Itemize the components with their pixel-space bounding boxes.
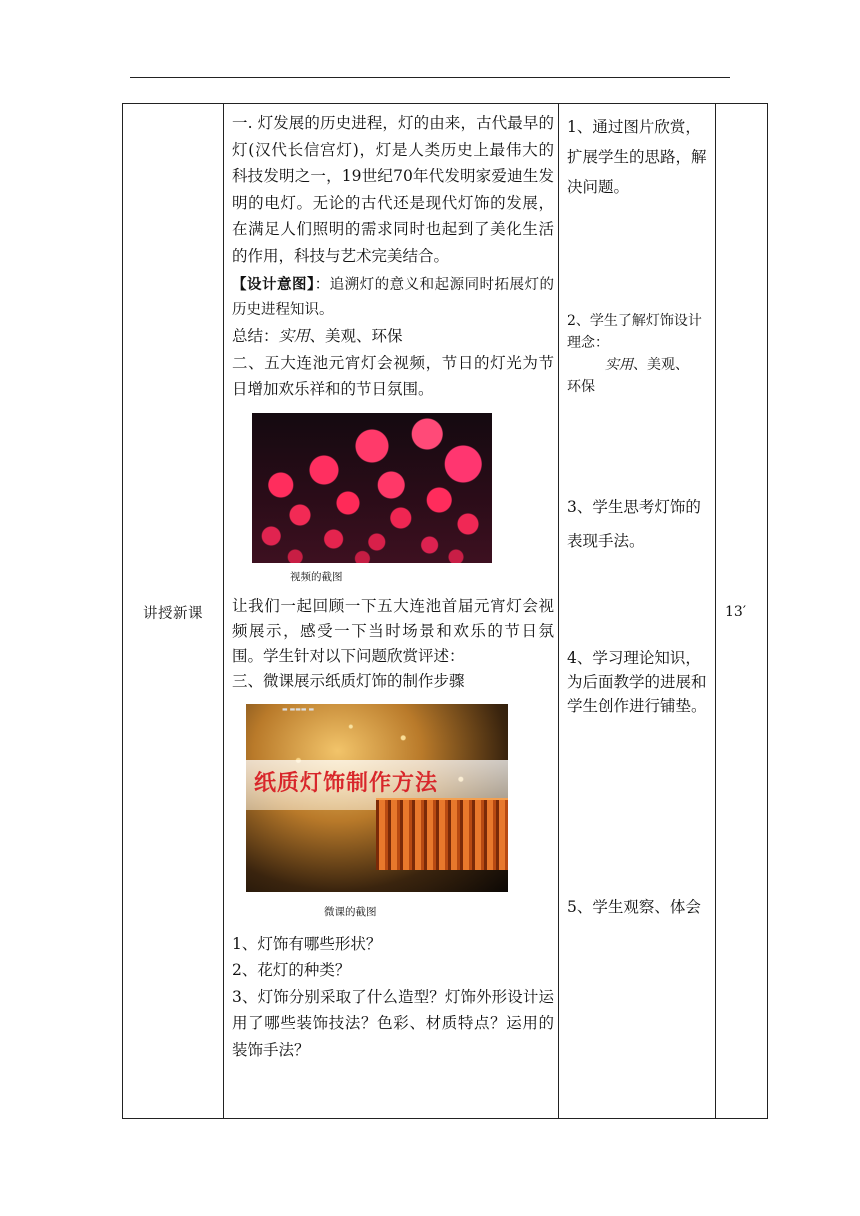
review-paragraph: 让我们一起回顾一下五大连池首届元宵灯会视频展示，感受一下当时场景和欢乐的节日氛围。学生针对以下问题欣赏评述： — [232, 596, 554, 665]
summary-prefix: 总结： — [232, 327, 279, 345]
activity-5: 5、学生观察、体会 — [567, 898, 701, 916]
activity-2-practical: 实用 — [605, 357, 633, 373]
festival-paragraph: 二、五大连池元宵灯会视频，节日的灯光为节日增加欢乐祥和的节日氛围。 — [232, 353, 554, 398]
question-1: 1、灯饰有哪些形状？ — [232, 934, 382, 953]
activity-2 — [567, 310, 712, 398]
activity-2-line: 2、学生了解灯饰设计理念： — [567, 313, 702, 351]
header-rule — [130, 77, 730, 78]
microlesson-caption: 微课的截图 — [324, 905, 377, 918]
content-body — [232, 110, 554, 1063]
question-2: 2、花灯的种类？ — [232, 961, 351, 979]
content-cell — [224, 104, 558, 1118]
section-label: 讲授新课 — [143, 606, 203, 622]
microlesson-heading: 三、微课展示纸质灯饰的制作步骤 — [232, 671, 465, 690]
activity-1: 1、通过图片欣赏，扩展学生的思路，解决问题。 — [567, 118, 707, 196]
video-caption: 视频的截图 — [290, 570, 343, 583]
activity-3: 3、学生思考灯饰的表现手法。 — [567, 498, 701, 550]
microlesson-tag: ▬ ▬▬▬ ▬ — [282, 705, 315, 713]
summary-rest: 、美观、环保 — [309, 327, 403, 345]
lantern-festival-image — [252, 413, 492, 563]
activity-2-eco: 环保 — [567, 379, 595, 395]
activity-2-values — [567, 354, 712, 376]
activity-4: 4、学习理论知识，为后面教学的进展和学生创作进行铺垫。 — [567, 649, 707, 715]
history-paragraph: 一. 灯发展的历史进程，灯的由来，古代最早的灯(汉代长信宫灯)，灯是人类历史上最伟大的科技发明之一，19世纪70年代发明家爱迪生发明的电灯。无论的古代还是现代灯饰的发展，在满足人们照明的需求同时也起到了美化生活的作用，科技与艺术完美结合。 — [232, 114, 554, 265]
microlesson-title: 纸质灯饰制作方法 — [254, 770, 439, 796]
activity-2-rest: 、美观、 — [633, 357, 689, 373]
design-intent — [232, 273, 554, 323]
student-activity-cell — [559, 104, 716, 1118]
section-cell — [123, 104, 223, 1118]
time-value: 13′ — [725, 604, 746, 620]
lesson-table — [122, 103, 768, 1119]
design-intent-label: 【设计意图】 — [232, 277, 315, 293]
summary-practical: 实用 — [278, 327, 310, 345]
question-3: 3、灯饰分别采取了什么造型？灯饰外形设计运用了哪些装饰技法？色彩、材质特点？运用的装饰手法？ — [232, 987, 554, 1059]
paper-lanterns-photo — [376, 798, 508, 870]
time-cell — [717, 104, 767, 1118]
microlesson-image — [246, 704, 508, 892]
design-intent-text: ：追溯灯的意义和起源同时拓展灯的历史进程知识。 — [232, 277, 555, 318]
summary-line — [232, 323, 554, 350]
